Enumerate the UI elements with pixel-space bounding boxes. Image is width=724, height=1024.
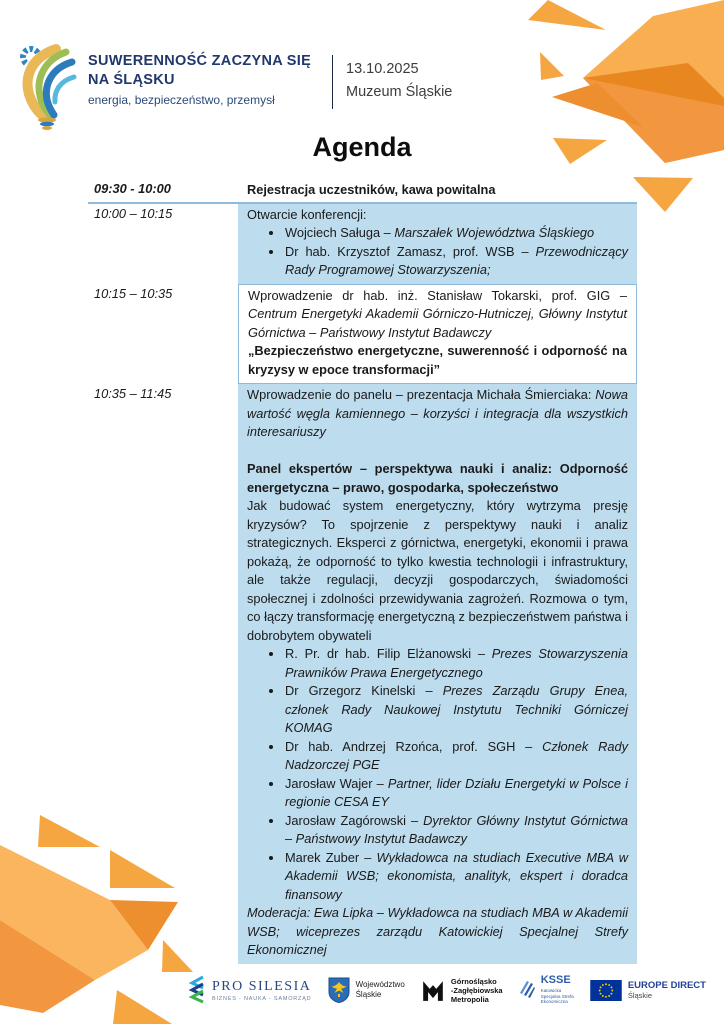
speaker-name: Dr hab. Andrzej Rzońca, prof. SGH – xyxy=(285,738,543,754)
brand-text xyxy=(88,42,311,107)
ksse-title: KSSE xyxy=(540,974,571,987)
speaker-role: Prezes Stowarzyszenia Prawników Prawa Energetycznego xyxy=(285,646,628,680)
page-title: Agenda xyxy=(312,132,412,162)
agenda-row-registration xyxy=(88,179,637,204)
speaker-role: Przewodniczący Rady Programowej Stowarzyszenia; xyxy=(285,243,628,277)
page-header xyxy=(16,42,311,130)
speaker-role: Centrum Energetyki Akademii Górniczo-Hutniczej, Główny Instytut Górnictwa – Państwowy Instytut Badawczy xyxy=(248,306,627,340)
metropolia-line3: Metropolia xyxy=(450,994,489,1004)
pro-silesia-title: PRO SILESIA xyxy=(212,978,312,994)
panel-moderation xyxy=(247,904,628,960)
footer-logo-metropolia xyxy=(421,977,503,1004)
moderation-text: Moderacja: Ewa Lipka – Wykładowca na studiach MBA w Akademii WSB; wiceprezes zarządu Katowickiej Specjalnej Strefy Ekonomicznej xyxy=(247,905,628,957)
pro-silesia-subtitle: BIZNES - NAUKA - SAMORZĄD xyxy=(212,995,312,1002)
agenda-row-keynote xyxy=(88,284,637,385)
speaker-name: R. Pr. dr hab. Filip Elżanowski – xyxy=(285,646,492,661)
wojewodztwo-line1: Województwo xyxy=(355,980,405,989)
speaker-name: Jarosław Wajer – xyxy=(285,775,388,791)
panel-intro-text: Wprowadzenie do panelu – prezentacja Michała Śmierciaka: xyxy=(247,387,596,402)
agenda-row-opening xyxy=(88,204,637,284)
speaker-name: Wojciech Saługa – xyxy=(285,225,395,240)
session-content xyxy=(238,204,637,284)
speaker-list xyxy=(247,224,628,280)
metropolia-line1: Górnośląsko xyxy=(450,976,497,986)
time-slot: 10:15 – 10:35 xyxy=(94,285,173,301)
speaker-name: Dr Grzegorz Kinelski – xyxy=(285,683,443,698)
list-item xyxy=(284,243,628,280)
metropolia-line2: -Zagłębiowska xyxy=(450,985,503,995)
silesia-coat-of-arms-icon xyxy=(328,977,350,1003)
metropolia-text xyxy=(451,977,503,1004)
panel-intro xyxy=(247,386,628,442)
panel-intro-topic: Nowa wartość węgla kamiennego – korzyści i integracja dla wszystkich interesariuszy xyxy=(247,387,628,439)
list-item xyxy=(284,682,628,738)
europe-direct-title: EUROPE DIRECT xyxy=(627,980,706,991)
list-item xyxy=(284,849,628,905)
speaker-list xyxy=(247,645,628,904)
brand-title-line1: SUWERENNOŚĆ ZACZYNA SIĘ xyxy=(88,53,312,69)
event-venue: Muzeum Śląskie xyxy=(346,84,453,100)
footer-logo-europe-direct xyxy=(590,980,706,1001)
session-lead xyxy=(248,287,627,343)
eu-flag-icon xyxy=(590,980,622,1001)
header-divider xyxy=(332,55,333,109)
brand-title-line2: NA ŚLĄSKU xyxy=(88,72,175,88)
event-date: 13.10.2025 xyxy=(346,61,419,77)
ksse-icon xyxy=(519,980,535,1000)
brand-tagline: energia, bezpieczeństwo, przemysł xyxy=(88,93,275,107)
speaker-role: Partner, lider Działu Energetyki w Polsce i regionie CESA EY xyxy=(285,775,628,809)
ksse-sub-line2: Specjalna Strefa xyxy=(540,993,574,999)
session-quote-title: „Bezpieczeństwo energetyczne, suwerenność i odporność na kryzysy w epoce transformacji” xyxy=(248,343,627,377)
session-content xyxy=(238,284,637,385)
speaker-name: Wprowadzenie dr hab. inż. Stanisław Tokarski, prof. GIG – xyxy=(248,287,627,303)
speaker-name: Jarosław Zagórowski – xyxy=(285,812,424,828)
pro-silesia-icon xyxy=(188,975,206,1005)
session-intro: Otwarcie konferencji: xyxy=(247,206,367,222)
wojewodztwo-slaskie-text xyxy=(356,980,405,1000)
panel-description: Jak budować system energetyczny, który wytrzyma presję kryzysów? To spojrzenie z perspektywy nauki i analiz strategicznych. Eksperci z górnictwa, energetyki, ekonomii i prawa pokażą, że odporność to tylko kwestia technologii i infrastruktury, ale także regulacji, decyzji gospodarczych, świadomości społecznej i zdolności przewidywania zagrożeń. Rozmowa o tym, co łączy transformację energetyczną z bezpieczeństwem państwa i dobrobytem obywateli xyxy=(247,498,628,643)
blank-line xyxy=(247,442,628,461)
ksse-subtitle xyxy=(541,988,574,1005)
session-title: Rejestracja uczestników, kawa powitalna xyxy=(247,182,496,197)
list-item xyxy=(284,645,628,682)
ksse-sub-line3: Ekonomiczna xyxy=(540,999,568,1005)
agenda-table xyxy=(88,179,637,964)
agenda-row-panel xyxy=(88,384,637,964)
speaker-name: Dr hab. Krzysztof Zamasz, prof. WSB – xyxy=(285,243,536,259)
list-item xyxy=(284,775,628,812)
time-slot: 10:00 – 10:15 xyxy=(94,205,173,221)
footer-logos xyxy=(188,968,706,1012)
speaker-role: Prezes Zarządu Grupy Enea, członek Rady Naukowej Instytutu Techniki Górniczej KOMAG xyxy=(285,683,629,735)
list-item xyxy=(284,812,628,849)
event-info xyxy=(346,58,452,104)
footer-logo-wojewodztwo-slaskie xyxy=(328,977,405,1003)
ksse-sub-line1: Katowicka xyxy=(540,988,562,994)
list-item xyxy=(284,738,628,775)
speaker-role: Członek Rady Nadzorczej PGE xyxy=(285,738,628,772)
metropolia-m-icon xyxy=(421,978,445,1002)
list-item xyxy=(284,224,628,243)
speaker-role: Marszałek Województwa Śląskiego xyxy=(394,225,595,240)
footer-logo-ksse xyxy=(519,975,574,1005)
speaker-role: Wykładowca na studiach Executive MBA w Akademii WSB; ekonomista, analityk, ekspert i doradca finansowy xyxy=(285,849,628,902)
speaker-role: Dyrektor Główny Instytut Górnictwa – Państwowy Instytut Badawczy xyxy=(285,812,628,846)
speaker-name: Marek Zuber – xyxy=(285,849,377,865)
time-slot: 09:30 - 10:00 xyxy=(94,181,171,196)
time-slot: 10:35 – 11:45 xyxy=(94,386,172,401)
session-content xyxy=(238,384,637,964)
footer-logo-pro-silesia xyxy=(188,975,311,1005)
wojewodztwo-line2: Śląskie xyxy=(355,990,382,999)
europe-direct-subtitle: Śląskie xyxy=(627,991,653,1000)
panel-title: Panel ekspertów – perspektywa nauki i analiz: Odporność energetyczna – prawo, gospodarka, społeczeństwo xyxy=(247,461,628,495)
brand-logo-icon xyxy=(16,42,78,130)
